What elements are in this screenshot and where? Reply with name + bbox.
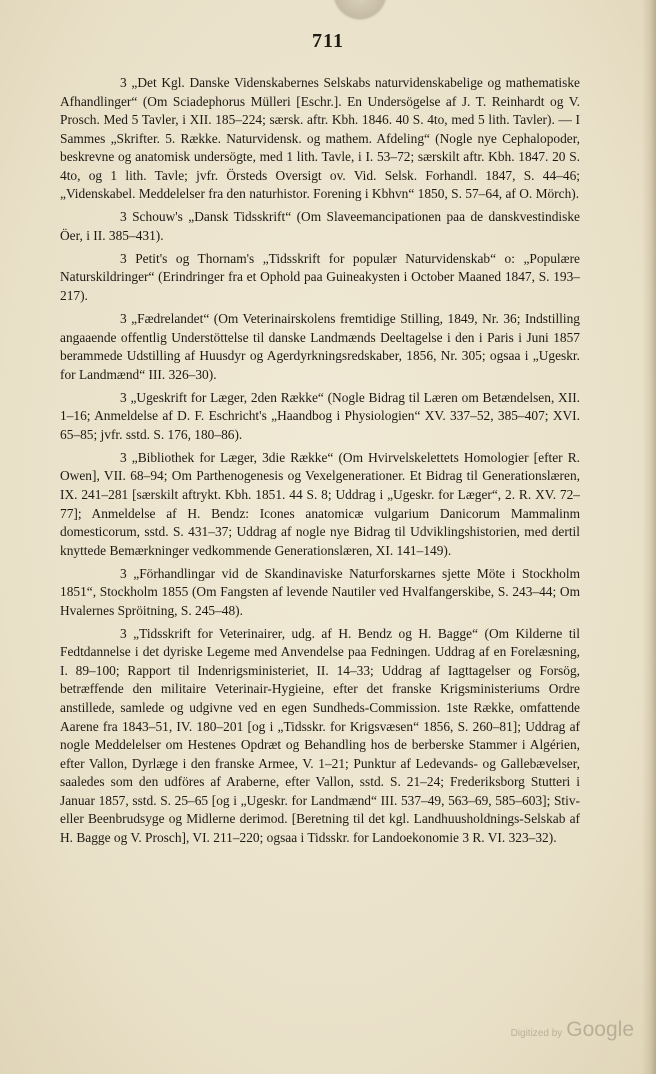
entry-populaer-naturvidenskab: 3 Petit's og Thornam's „Tidsskrift for populær Naturvidenskab“ o: „Populære Naturskildringer“ (Erindringer fra et Ophold paa Guineakysten i October Maaned 1847, S. 193–217). [60,250,580,304]
google-watermark [511,1018,634,1042]
page-hole [334,0,386,18]
entry-dansk-tidsskrift: 3 Schouw's „Dansk Tidsskrift“ (Om Slaveemancipationen paa de danskvestindiske Öer, i II. 385–431). [60,209,580,243]
bibliography-text [60,74,580,852]
entry-faedrelandet: 3 „Fædrelandet“ (Om Veterinairskolens fremtidige Stilling, 1849, Nr. 36; Indstilling angaaende offentlig Understöttelse til danske Landmænds Deeltagelse i den i Paris i Juni 1857 berammede Udstilling af Huusdyr og Agerdyrkningsredskaber, 1856, Nr. 305; ogsaa i „Ugeskr. for Landmænd“ III. 326–30). [60,311,580,382]
google-logo: Google [566,1018,634,1041]
page-edge-shadow [642,0,656,1074]
entry-videnskabernes-selskab: 3 „Det Kgl. Danske Videnskabernes Selskabs naturvidenskabelige og mathematiske Afhandlinger“ (Om Sciadephorus Mülleri [Eschr.]. En Undersögelse af J. T. Reinhardt og V. Prosch. Med 5 Tavler, i XII. 185–224; særsk. aftr. Kbh. 1846. 40 S. 4to, med 5 lith. Tavler). — I Sammes „Skrifter. 5. Række. Naturvidensk. og mathem. Afdeling“ (Nogle nye Cephalopoder, beskrevne og anatomisk undersögte, med 1 lith. Tavle, i I. 53–72; særskilt aftr. Kbh. 1847. 20 S. 4to, og 1 lith. Tavle; jvfr. Örsteds Oversigt ov. Vid. Selsk. Forhandl. 1847, S. 44–46; „Videnskabel. Meddelelser fra den naturhistor. Forening i Kbhvn“ 1850, S. 57–64, af O. Mörch). [60,75,580,202]
page-number: 711 [312,30,344,52]
entry-tidsskrift-veterinairer: 3 „Tidsskrift for Veterinairer, udg. af H. Bendz og H. Bagge“ (Om Kilderne til Fedtdannelse i det dyriske Legeme med Anvendelse paa Fedningen. Uddrag af en Forelæsning, I. 89–100; Rapport til Indenrigsministeriet, II. 14–33; Uddrag af Iagttagelser og Forsög, betræffende den militaire Veterinair-Hygieine, efter det franske Krigsministeriums Ordre anstillede, samlede og udgivne ved en egen Sundheds-Commission. 1ste Række, omfattende Aarene fra 1843–51, IV. 180–201 [og i „Tidsskr. for Krigsvæsen“ 1856, S. 260–81]; Uddrag af nogle Meddelelser om Hestenes Opdræt og Behandling hos de berberske Stammer i Algérien, efter Vallon, Dyrlæge i den franske Armee, V. 1–21; Punktur af Ledevands- og Gallebævelser, saaledes som den udföres af Araberne, efter Vallon, sstd. S. 21–24; Frederiksborg Stutteri i Januar 1857, sstd. S. 25–65 [og i „Ugeskr. for Landmænd“ III. 537–49, 563–69, 585–603]; Stiv- eller Beenbrudsyge og Midlerne derimod. [Beretning til det kgl. Landhuusholdnings-Selskab af H. Bagge og V. Prosch], VI. 211–220; ogsaa i Tidsskr. for Landoekonomie 3 R. VI. 323–32). [60,625,580,845]
watermark-prefix: Digitized by [510,1028,563,1039]
entry-bibliothek-for-laeger: 3 „Bibliothek for Læger, 3die Række“ (Om Hvirvelskelettets Homologier [efter R. Owen], VII. 68–94; Om Parthenogenesis og Vexelgenerationer. Et Bidrag til Generationslæren, IX. 241–281 [særskilt aftrykt. Kbh. 1851. 44 S. 8; Uddrag i „Ugeskr. for Læger“, 2. R. XV. 72–77]; Anmeldelse af H. Bendz: Icones anatomicæ vulgarium Danicorum Mammalinm domesticorum, sstd. S. 431–37; Uddrag af nogle nye Bidrag til Udviklingshistorien, med dertil knyttede Bemærkninger vedkommende Generationslæren, XI. 141–149). [60,449,580,558]
entry-ugeskrift-for-laeger: 3 „Ugeskrift for Læger, 2den Række“ (Nogle Bidrag til Læren om Betændelsen, XII. 1–16; Anmeldelse af D. F. Eschricht's „Haandbog i Physiologien“ XV. 337–52, 385–407; XVI. 65–85; jvfr. sstd. S. 176, 180–86). [60,389,580,442]
entry-forhandlingar: 3 „Förhandlingar vid de Skandinaviske Naturforskarnes sjette Möte i Stockholm 1851“, Stockholm 1855 (Om Fangsten af levende Nautiler ved Hvalfangerskibe, S. 243–44; Om Hvalernes Spröitning, S. 245–48). [60,565,580,618]
